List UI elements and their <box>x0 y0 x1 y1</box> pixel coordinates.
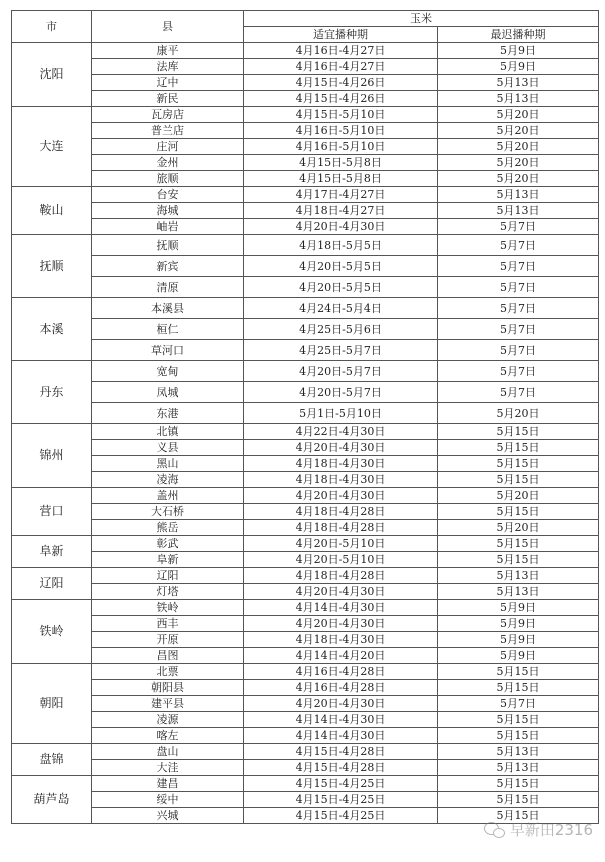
table-row <box>12 187 599 203</box>
latest-date-cell: 5月15日 <box>438 472 599 488</box>
optimal-period-cell: 4月18日-4月28日 <box>244 504 438 520</box>
county-cell: 凌源 <box>92 712 244 728</box>
county-cell: 瓦房店 <box>92 107 244 123</box>
optimal-period-cell: 4月20日-4月30日 <box>244 488 438 504</box>
table-row <box>12 568 599 584</box>
optimal-period-cell: 4月18日-5月5日 <box>244 235 438 256</box>
city-cell: 朝阳 <box>12 664 92 744</box>
latest-date-cell: 5月7日 <box>438 696 599 712</box>
latest-date-cell: 5月13日 <box>438 744 599 760</box>
latest-date-cell: 5月20日 <box>438 139 599 155</box>
table-row <box>12 155 599 171</box>
latest-date-cell: 5月20日 <box>438 171 599 187</box>
optimal-period-cell: 4月20日-4月30日 <box>244 616 438 632</box>
table-row <box>12 235 599 256</box>
latest-date-cell: 5月15日 <box>438 440 599 456</box>
latest-date-cell: 5月9日 <box>438 632 599 648</box>
county-cell: 灯塔 <box>92 584 244 600</box>
optimal-period-cell: 4月18日-4月28日 <box>244 520 438 536</box>
table-row <box>12 123 599 139</box>
latest-date-cell: 5月15日 <box>438 808 599 824</box>
table-row <box>12 680 599 696</box>
table-row <box>12 91 599 107</box>
header-crop: 玉米 <box>244 11 599 27</box>
latest-date-cell: 5月9日 <box>438 648 599 664</box>
county-cell: 草河口 <box>92 340 244 361</box>
optimal-period-cell: 4月16日-4月28日 <box>244 664 438 680</box>
table-row <box>12 277 599 298</box>
county-cell: 凤城 <box>92 382 244 403</box>
optimal-period-cell: 4月18日-4月27日 <box>244 203 438 219</box>
table-row <box>12 616 599 632</box>
table-row <box>12 382 599 403</box>
latest-date-cell: 5月15日 <box>438 424 599 440</box>
latest-date-cell: 5月13日 <box>438 584 599 600</box>
optimal-period-cell: 4月20日-5月7日 <box>244 382 438 403</box>
header-county: 县 <box>92 11 244 43</box>
latest-date-cell: 5月15日 <box>438 792 599 808</box>
optimal-period-cell: 4月16日-4月27日 <box>244 59 438 75</box>
city-cell: 葫芦岛 <box>12 776 92 824</box>
table-row <box>12 361 599 382</box>
latest-date-cell: 5月20日 <box>438 403 599 424</box>
latest-date-cell: 5月20日 <box>438 107 599 123</box>
table-row <box>12 632 599 648</box>
table-row <box>12 808 599 824</box>
table-row <box>12 696 599 712</box>
county-cell: 建昌 <box>92 776 244 792</box>
county-cell: 朝阳县 <box>92 680 244 696</box>
table-row <box>12 256 599 277</box>
county-cell: 绥中 <box>92 792 244 808</box>
table-row <box>12 472 599 488</box>
table-row <box>12 139 599 155</box>
latest-date-cell: 5月13日 <box>438 75 599 91</box>
optimal-period-cell: 4月15日-5月8日 <box>244 155 438 171</box>
table-row <box>12 298 599 319</box>
county-cell: 黑山 <box>92 456 244 472</box>
table-row <box>12 107 599 123</box>
optimal-period-cell: 4月20日-5月5日 <box>244 277 438 298</box>
table-row <box>12 488 599 504</box>
latest-date-cell: 5月15日 <box>438 712 599 728</box>
table-row <box>12 219 599 235</box>
optimal-period-cell: 4月20日-5月7日 <box>244 361 438 382</box>
county-cell: 开原 <box>92 632 244 648</box>
table-row <box>12 504 599 520</box>
county-cell: 庄河 <box>92 139 244 155</box>
optimal-period-cell: 4月15日-4月26日 <box>244 91 438 107</box>
table-row <box>12 728 599 744</box>
county-cell: 海城 <box>92 203 244 219</box>
table-row <box>12 776 599 792</box>
county-cell: 北镇 <box>92 424 244 440</box>
county-cell: 桓仁 <box>92 319 244 340</box>
optimal-period-cell: 4月16日-4月28日 <box>244 680 438 696</box>
latest-date-cell: 5月15日 <box>438 680 599 696</box>
latest-date-cell: 5月7日 <box>438 361 599 382</box>
county-cell: 抚顺 <box>92 235 244 256</box>
latest-date-cell: 5月9日 <box>438 600 599 616</box>
latest-date-cell: 5月9日 <box>438 59 599 75</box>
table-row <box>12 664 599 680</box>
table-row <box>12 520 599 536</box>
county-cell: 熊岳 <box>92 520 244 536</box>
latest-date-cell: 5月7日 <box>438 382 599 403</box>
latest-date-cell: 5月15日 <box>438 728 599 744</box>
table-row <box>12 744 599 760</box>
county-cell: 大石桥 <box>92 504 244 520</box>
table-row <box>12 600 599 616</box>
optimal-period-cell: 4月14日-4月30日 <box>244 712 438 728</box>
city-cell: 鞍山 <box>12 187 92 235</box>
table-body <box>12 43 599 824</box>
city-cell: 本溪 <box>12 298 92 361</box>
optimal-period-cell: 4月20日-5月10日 <box>244 552 438 568</box>
county-cell: 盖州 <box>92 488 244 504</box>
latest-date-cell: 5月13日 <box>438 568 599 584</box>
header-city: 市 <box>12 11 92 43</box>
optimal-period-cell: 4月14日-4月30日 <box>244 728 438 744</box>
latest-date-cell: 5月9日 <box>438 616 599 632</box>
watermark-text: 早新田2316 <box>509 821 593 839</box>
table-row <box>12 203 599 219</box>
city-cell: 盘锦 <box>12 744 92 776</box>
latest-date-cell: 5月15日 <box>438 552 599 568</box>
optimal-period-cell: 4月20日-5月10日 <box>244 536 438 552</box>
optimal-period-cell: 4月25日-5月7日 <box>244 340 438 361</box>
county-cell: 铁岭 <box>92 600 244 616</box>
county-cell: 普兰店 <box>92 123 244 139</box>
optimal-period-cell: 4月15日-5月10日 <box>244 107 438 123</box>
latest-date-cell: 5月20日 <box>438 155 599 171</box>
header-row-1 <box>12 11 599 27</box>
optimal-period-cell: 4月24日-5月4日 <box>244 298 438 319</box>
county-cell: 康平 <box>92 43 244 59</box>
table-row <box>12 760 599 776</box>
optimal-period-cell: 4月20日-4月30日 <box>244 696 438 712</box>
latest-date-cell: 5月7日 <box>438 340 599 361</box>
optimal-period-cell: 4月20日-4月30日 <box>244 219 438 235</box>
optimal-period-cell: 4月18日-4月30日 <box>244 472 438 488</box>
county-cell: 北票 <box>92 664 244 680</box>
latest-date-cell: 5月13日 <box>438 760 599 776</box>
table-row <box>12 340 599 361</box>
county-cell: 大洼 <box>92 760 244 776</box>
optimal-period-cell: 4月18日-4月30日 <box>244 632 438 648</box>
optimal-period-cell: 4月18日-4月28日 <box>244 568 438 584</box>
county-cell: 喀左 <box>92 728 244 744</box>
city-cell: 营口 <box>12 488 92 536</box>
latest-date-cell: 5月20日 <box>438 488 599 504</box>
latest-date-cell: 5月15日 <box>438 504 599 520</box>
optimal-period-cell: 4月22日-4月30日 <box>244 424 438 440</box>
latest-date-cell: 5月13日 <box>438 91 599 107</box>
county-cell: 西丰 <box>92 616 244 632</box>
city-cell: 丹东 <box>12 361 92 424</box>
optimal-period-cell: 4月17日-4月27日 <box>244 187 438 203</box>
latest-date-cell: 5月20日 <box>438 123 599 139</box>
latest-date-cell: 5月7日 <box>438 319 599 340</box>
county-cell: 旅顺 <box>92 171 244 187</box>
table-row <box>12 536 599 552</box>
latest-date-cell: 5月15日 <box>438 664 599 680</box>
county-cell: 义县 <box>92 440 244 456</box>
optimal-period-cell: 4月16日-4月27日 <box>244 43 438 59</box>
optimal-period-cell: 4月15日-5月8日 <box>244 171 438 187</box>
table-row <box>12 171 599 187</box>
optimal-period-cell: 4月15日-4月28日 <box>244 760 438 776</box>
latest-date-cell: 5月20日 <box>438 520 599 536</box>
table-row <box>12 75 599 91</box>
county-cell: 宽甸 <box>92 361 244 382</box>
county-cell: 新民 <box>92 91 244 107</box>
latest-date-cell: 5月7日 <box>438 256 599 277</box>
latest-date-cell: 5月7日 <box>438 298 599 319</box>
optimal-period-cell: 4月18日-4月30日 <box>244 456 438 472</box>
county-cell: 本溪县 <box>92 298 244 319</box>
county-cell: 辽中 <box>92 75 244 91</box>
optimal-period-cell: 4月20日-4月30日 <box>244 440 438 456</box>
county-cell: 新宾 <box>92 256 244 277</box>
county-cell: 辽阳 <box>92 568 244 584</box>
city-cell: 抚顺 <box>12 235 92 298</box>
city-cell: 锦州 <box>12 424 92 488</box>
latest-date-cell: 5月15日 <box>438 776 599 792</box>
optimal-period-cell: 4月25日-5月6日 <box>244 319 438 340</box>
planting-table <box>11 10 599 824</box>
county-cell: 金州 <box>92 155 244 171</box>
latest-date-cell: 5月7日 <box>438 277 599 298</box>
county-cell: 凌海 <box>92 472 244 488</box>
header-optimal: 适宜播种期 <box>244 27 438 43</box>
optimal-period-cell: 4月15日-4月25日 <box>244 808 438 824</box>
table-row <box>12 712 599 728</box>
optimal-period-cell: 4月15日-4月28日 <box>244 744 438 760</box>
city-cell: 铁岭 <box>12 600 92 664</box>
latest-date-cell: 5月15日 <box>438 456 599 472</box>
table-row <box>12 456 599 472</box>
table-row <box>12 59 599 75</box>
optimal-period-cell: 4月20日-4月30日 <box>244 584 438 600</box>
optimal-period-cell: 4月20日-5月5日 <box>244 256 438 277</box>
optimal-period-cell: 4月15日-4月26日 <box>244 75 438 91</box>
county-cell: 建平县 <box>92 696 244 712</box>
county-cell: 昌图 <box>92 648 244 664</box>
county-cell: 兴城 <box>92 808 244 824</box>
optimal-period-cell: 4月16日-5月10日 <box>244 123 438 139</box>
latest-date-cell: 5月9日 <box>438 43 599 59</box>
table-row <box>12 424 599 440</box>
optimal-period-cell: 4月16日-5月10日 <box>244 139 438 155</box>
county-cell: 岫岩 <box>92 219 244 235</box>
county-cell: 盘山 <box>92 744 244 760</box>
header-latest: 最迟播种期 <box>438 27 599 43</box>
table-row <box>12 319 599 340</box>
city-cell: 阜新 <box>12 536 92 568</box>
city-cell: 辽阳 <box>12 568 92 600</box>
latest-date-cell: 5月15日 <box>438 536 599 552</box>
table-row <box>12 552 599 568</box>
county-cell: 法库 <box>92 59 244 75</box>
table-row <box>12 584 599 600</box>
table-row <box>12 403 599 424</box>
optimal-period-cell: 4月14日-4月20日 <box>244 648 438 664</box>
city-cell: 沈阳 <box>12 43 92 107</box>
table-row <box>12 792 599 808</box>
latest-date-cell: 5月13日 <box>438 203 599 219</box>
latest-date-cell: 5月7日 <box>438 219 599 235</box>
latest-date-cell: 5月13日 <box>438 187 599 203</box>
county-cell: 东港 <box>92 403 244 424</box>
county-cell: 台安 <box>92 187 244 203</box>
county-cell: 清原 <box>92 277 244 298</box>
table-row <box>12 648 599 664</box>
latest-date-cell: 5月7日 <box>438 235 599 256</box>
city-cell: 大连 <box>12 107 92 187</box>
table-row <box>12 440 599 456</box>
optimal-period-cell: 5月1日-5月10日 <box>244 403 438 424</box>
county-cell: 彰武 <box>92 536 244 552</box>
county-cell: 阜新 <box>92 552 244 568</box>
optimal-period-cell: 4月15日-4月25日 <box>244 776 438 792</box>
table-row <box>12 43 599 59</box>
optimal-period-cell: 4月15日-4月25日 <box>244 792 438 808</box>
optimal-period-cell: 4月14日-4月30日 <box>244 600 438 616</box>
